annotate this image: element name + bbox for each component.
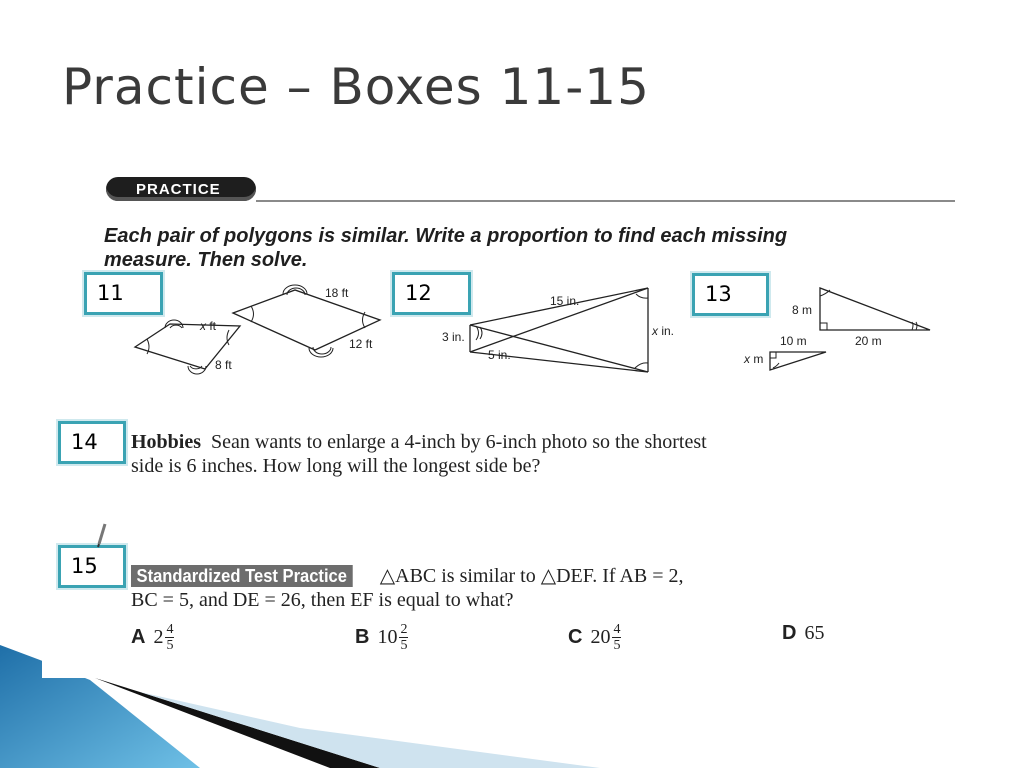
fig12-var: x	[652, 324, 658, 338]
fig13-var: x	[744, 352, 750, 366]
slide-title: Practice – Boxes 11-15	[62, 58, 650, 116]
choice-whole: 2	[153, 626, 164, 648]
fig11-bottom-label: 8 ft	[215, 358, 232, 372]
choice-whole: 20	[590, 626, 611, 648]
fig12-left-label: 3 in.	[442, 330, 465, 344]
fig12-var-unit: in.	[658, 324, 675, 338]
fraction-numerator: 4	[613, 622, 621, 637]
box-14-label: 14	[58, 421, 126, 464]
choice-whole: 10	[377, 626, 398, 648]
figure-12-triangles	[430, 285, 700, 380]
problem-15-text-2: BC = 5, and DE = 26, then EF is equal to what?	[131, 589, 514, 611]
fig11-var-unit: ft	[206, 319, 217, 333]
section-divider	[256, 200, 955, 202]
choice-letter: C	[568, 626, 583, 648]
box-11-label: 11	[84, 272, 163, 315]
fraction-denominator: 5	[166, 638, 174, 653]
figure-13-right-triangles	[740, 280, 940, 375]
fig11-right-label: 12 ft	[349, 337, 373, 351]
problem-15-line-1	[131, 564, 684, 588]
fig11-var-label	[199, 319, 217, 333]
standardized-test-badge: Standardized Test Practice	[131, 565, 352, 587]
problem-14-text-2: side is 6 inches. How long will the longest side be?	[131, 455, 541, 477]
fraction-denominator: 5	[613, 638, 621, 653]
fig13-var-label	[743, 352, 763, 366]
choice-letter: D	[782, 622, 797, 644]
practice-section-label: PRACTICE	[106, 177, 256, 201]
instructions-text: Each pair of polygons is similar. Write a proportion to find each missing measure. Then solve.	[104, 225, 788, 271]
box-13-label: 13	[692, 273, 769, 316]
fig13-big-left-label: 8 m	[792, 303, 813, 317]
problem-14-text-1: Sean wants to enlarge a 4-inch by 6-inch photo so the shortest	[211, 431, 707, 453]
fraction-denominator: 5	[400, 638, 408, 653]
choice-whole: 65	[804, 622, 825, 644]
problem-15-text-1: △ABC is similar to △DEF. If AB = 2,	[379, 565, 684, 587]
problem-14-topic: Hobbies	[131, 431, 202, 453]
problem-14-line-1	[131, 430, 707, 454]
fig13-small-top-label: 10 m	[780, 334, 807, 348]
answer-choice-d[interactable]	[782, 622, 824, 645]
choice-letter: B	[355, 626, 370, 648]
figure-11-parallelograms	[125, 280, 395, 380]
decorative-swoosh	[0, 640, 620, 768]
box-12-label: 12	[392, 272, 471, 315]
fraction-numerator: 2	[400, 622, 408, 637]
pencil-icon	[96, 522, 110, 548]
choice-letter: A	[131, 626, 146, 648]
fig12-bottom-label: 5 in.	[488, 348, 511, 362]
box-15-label: 15	[58, 545, 126, 588]
fig11-top-label: 18 ft	[325, 286, 349, 300]
problem-15	[131, 564, 684, 612]
fig13-var-unit: m	[750, 352, 764, 366]
problem-14	[131, 430, 707, 478]
fig11-var: x	[200, 319, 206, 333]
fig13-big-bottom-label: 20 m	[855, 334, 882, 348]
fraction-numerator: 4	[166, 622, 174, 637]
fig12-top-label: 15 in.	[550, 294, 580, 308]
fig12-var-label	[651, 324, 674, 338]
